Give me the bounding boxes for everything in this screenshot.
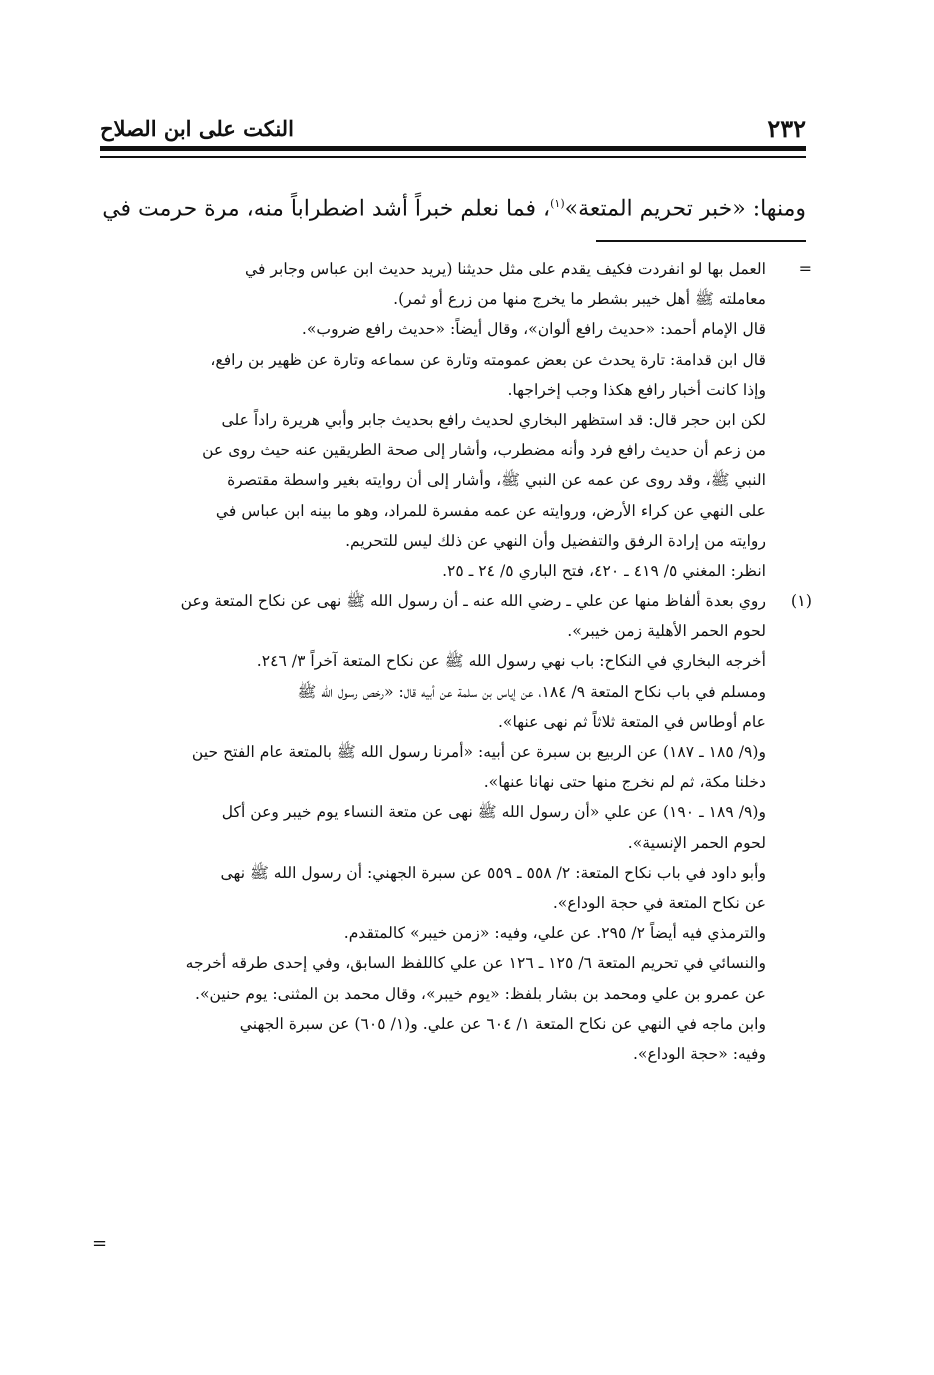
footnote-marker: = (798, 259, 812, 278)
footnote-line: عام أوطاس في المتعة ثلاثاً ثم نهى عنها». (497, 712, 766, 731)
footnote-line: ومسلم في باب نكاح المتعة ٩/ ١٨٤، عن إياس بن سلمة عن أبيه قال: «رخص رسول الله ﷺ (297, 682, 766, 701)
page-header (100, 112, 806, 146)
header-rule-thin (100, 156, 806, 158)
main-text (100, 180, 806, 230)
footnote-line: وفيه: «حجة الوداع». (632, 1044, 766, 1063)
footnote-line: النبي ﷺ، وقد روى عن عمه عن النبي ﷺ، وأشار إلى أن روايته بغير واسطة مقتصرة (227, 471, 766, 490)
footnote-line: انظر: المغني ٥/ ٤١٩ ـ ٤٢٠، فتح الباري ٥/ ٢٤ ـ ٢٥. (442, 561, 766, 580)
footnote-line: والترمذي فيه أيضاً ٢/ ٢٩٥. عن علي، وفيه: «زمن خيبر» كالمتقدم. (343, 924, 766, 943)
footnote-line: أخرجه البخاري في النكاح: باب نهي رسول الله ﷺ عن نكاح المتعة آخراً ٣/ ٢٤٦. (256, 652, 766, 671)
footnote-line: و(٩/ ١٨٩ ـ ١٩٠) عن علي «أن رسول الله ﷺ نهى عن متعة النساء يوم خيبر وعن أكل (221, 803, 766, 822)
footnote-line: و(٩/ ١٨٥ ـ ١٨٧) عن الربيع بن سبرة عن أبيه: «أمرنا رسول الله ﷺ بالمتعة عام الفتح حين (191, 743, 766, 761)
footnote-marker: (١) (790, 591, 812, 611)
footnote-1 (100, 586, 818, 1069)
footnote-line: وإذا كانت أخبار رافع هكذا وجب إخراجها. (507, 380, 766, 399)
footnote-line: من زعم أن حديث رافع فرد وأنه مضطرب، وأشار إلى صحة الطريقين عنه حيث روى عن (202, 441, 766, 460)
header-rule-thick (100, 146, 806, 151)
footnote-line: لحوم الحمر الأهلية زمن خيبر». (567, 622, 766, 641)
main-text-after-ref: ، فما نعلم خبراً أشد اضطراباً منه، مرة حرمت في (102, 196, 551, 222)
continuation-marker: = (92, 1233, 108, 1254)
footnote-line: عن عمرو بن علي ومحمد بن بشار بلفظ: «يوم خيبر»، وقال محمد بن المثنى: يوم حنين». (195, 984, 766, 1003)
footnote-line: والنسائي في تحريم المتعة ٦/ ١٢٥ ـ ١٢٦ عن علي كاللفظ السابق، وفي إحدى طرقه أخرجه (185, 954, 766, 973)
footnotes (100, 254, 818, 1069)
footnote-line: روايته من إرادة الرفق والتفضيل وأن النهي عن ذلك ليس للتحريم. (345, 531, 766, 550)
page-number: ٢٣٢ (767, 114, 806, 143)
running-title: النكت على ابن الصلاح (100, 116, 294, 141)
footnote-line: قال ابن قدامة: تارة يحدث عن بعض عمومته وتارة عن سماعه وتارة عن ظهير بن رافع، (210, 350, 766, 369)
footnote-ref: (١) (550, 197, 565, 210)
footnote-line: لحوم الحمر الإنسية». (627, 833, 766, 852)
footnote-separator (596, 240, 806, 242)
footnote-line: على النهي عن كراء الأرض، وروايته عن عمه مفسرة للمراد، وهو ما بينه ابن عباس في (215, 501, 766, 520)
footnote-continuation (100, 254, 818, 586)
footnote-line: معاملته ﷺ أهل خيبر بشطر ما يخرج منها من زرع أو ثمر). (393, 290, 766, 309)
footnote-line: قال الإمام أحمد: «حديث رافع ألوان»، وقال أيضاً: «حديث رافع ضروب». (301, 320, 766, 339)
footnote-line: عن نكاح المتعة في حجة الوداع». (552, 893, 766, 912)
main-text-before-ref: ومنها: «خبر تحريم المتعة» (564, 196, 806, 222)
footnote-line: دخلنا مكة، ثم لم نخرج منها حتى نهانا عنها». (483, 773, 766, 792)
footnote-line: وابن ماجه في النهي عن نكاح المتعة ١/ ٦٠٤ عن علي. و(١/ ٦٠٥) عن سبرة الجهني (239, 1014, 766, 1033)
footnote-line: لكن ابن حجر قال: قد استظهر البخاري لحديث رافع بحديث جابر وأبي هريرة راداً على (221, 410, 766, 429)
footnote-line: العمل بها لو انفردت فكيف يقدم على مثل حديثنا (يريد حديث ابن عباس وجابر في (244, 260, 766, 278)
footnote-line: روي بعدة ألفاظ منها عن علي ـ رضي الله عنه ـ أن رسول الله ﷺ نهى عن نكاح المتعة وعن (180, 592, 766, 611)
footnote-line: وأبو داود في باب نكاح المتعة: ٢/ ٥٥٨ ـ ٥٥٩ عن سبرة الجهني: أن رسول الله ﷺ نهى (220, 863, 766, 882)
